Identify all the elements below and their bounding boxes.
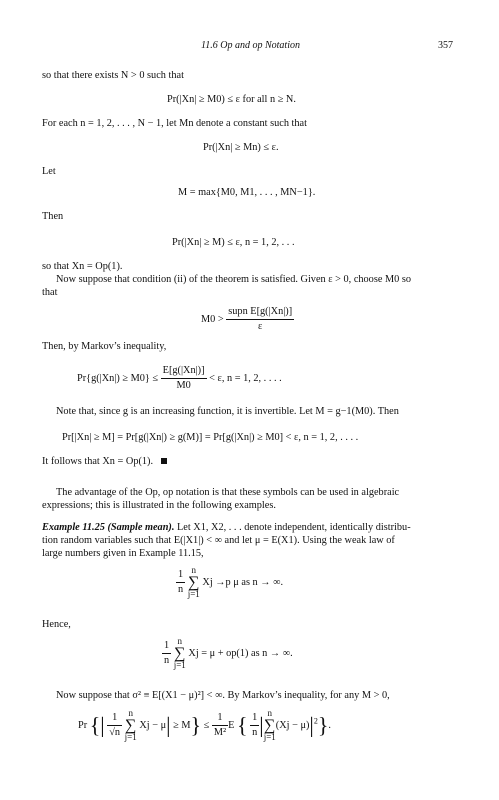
text-line: Let bbox=[42, 166, 56, 177]
sum-lower: j=1 bbox=[124, 732, 137, 742]
sum-sign: ∑ bbox=[264, 717, 276, 734]
equation-chebyshev bbox=[78, 709, 331, 742]
fraction-denominator: n bbox=[178, 584, 184, 595]
fraction-denominator: √n bbox=[109, 727, 121, 738]
text-line: large numbers given in Example 11.15, bbox=[42, 548, 204, 559]
fraction bbox=[176, 568, 185, 597]
abs-bar-glyph: | bbox=[309, 712, 314, 738]
fraction bbox=[162, 639, 171, 668]
text-line: so that Xn = Op(1). bbox=[42, 261, 123, 272]
qed-square-icon bbox=[161, 458, 167, 464]
fraction-denominator: M0 bbox=[176, 380, 191, 391]
equation: Pr(|Xn| ≥ Mn) ≤ ε. bbox=[203, 142, 279, 153]
equation: Pr[|Xn| ≥ M] = Pr[g(|Xn|) ≥ g(M)] = Pr[g(|Xn|) ≥ M0] < ε, n = 1, 2, . . . . bbox=[62, 432, 359, 443]
fraction-numerator: E[g(|Xn|)] bbox=[161, 364, 207, 379]
sum-sign: ∑ bbox=[174, 645, 186, 662]
equation: Pr(|Xn| ≥ M0) ≤ ε for all n ≥ N. bbox=[167, 94, 296, 105]
equation: Pr(|Xn| ≥ M) ≤ ε, n = 1, 2, . . . bbox=[172, 237, 295, 248]
eq-term: ≥ M bbox=[173, 719, 191, 731]
text-line: Hence, bbox=[42, 619, 71, 630]
brace-left-glyph: { bbox=[236, 712, 248, 738]
fraction-numerator: 1 bbox=[176, 568, 185, 583]
fraction-denominator: n bbox=[252, 727, 258, 738]
eq-rhs: Xj = μ + op(1) as n → ∞. bbox=[188, 647, 293, 659]
equation: M = max{M0, M1, . . . , MN−1}. bbox=[178, 187, 316, 198]
fraction-denominator: M² bbox=[213, 727, 227, 738]
sum-sign: ∑ bbox=[125, 717, 137, 734]
text-line: so that there exists N > 0 such that bbox=[42, 70, 184, 81]
fraction-numerator: 1 bbox=[162, 639, 171, 654]
page-number: 357 bbox=[438, 40, 453, 51]
sum-upper: n bbox=[191, 565, 197, 575]
fraction bbox=[226, 305, 294, 334]
text-line: expressions; this is illustrated in the following examples. bbox=[42, 500, 276, 511]
fraction bbox=[107, 711, 122, 740]
summation bbox=[264, 709, 276, 742]
sum-upper: n bbox=[177, 636, 183, 646]
fraction bbox=[212, 711, 228, 740]
equation-op bbox=[162, 637, 293, 670]
sum-lower: j=1 bbox=[187, 589, 200, 599]
text-line: tion random variables such that E(|X1|) < ∞ and let μ = E(X1). Using the weak law of bbox=[42, 535, 395, 546]
equation-markov bbox=[77, 364, 282, 393]
text-line: The advantage of the Op, op notation is that these symbols can be used in algebraic bbox=[56, 487, 400, 498]
eq-rhs: Xj →p μ as n → ∞. bbox=[202, 576, 284, 588]
fraction bbox=[161, 364, 207, 393]
eq-lhs: Pr{g(|Xn|) ≥ M0} ≤ bbox=[77, 372, 159, 384]
eq-term: E bbox=[228, 719, 235, 731]
text-line: Now suppose that σ² ≡ E[(X1 − μ)²] < ∞. By Markov’s inequality, for any M > 0, bbox=[56, 690, 390, 701]
brace-left-glyph: { bbox=[89, 712, 101, 738]
example-line bbox=[42, 521, 411, 534]
sum-lower: j=1 bbox=[263, 732, 276, 742]
text-line: Note that, since g is an increasing function, it is invertible. Let M = g−1(M0). Then bbox=[56, 406, 399, 417]
text-line: Then bbox=[42, 211, 64, 222]
text-span: It follows that Xn = Op(1). bbox=[42, 456, 154, 467]
sum-upper: n bbox=[267, 708, 272, 718]
text-line: Now suppose that condition (ii) of the theorem is satisfied. Given ε > 0, choose M0 so bbox=[56, 274, 412, 285]
fraction-numerator: 1 bbox=[107, 711, 122, 726]
fraction-denominator: n bbox=[164, 655, 170, 666]
abs-bar-glyph: | bbox=[259, 712, 264, 738]
summation bbox=[125, 709, 137, 742]
sum-upper: n bbox=[128, 708, 133, 718]
fraction-numerator: 1 bbox=[212, 711, 228, 726]
eq-lhs: M0 > bbox=[201, 313, 224, 325]
text-line bbox=[42, 455, 167, 468]
text-line: that bbox=[42, 287, 58, 298]
eq-term: (Xj − μ) bbox=[275, 719, 310, 731]
eq-term: . bbox=[328, 719, 331, 731]
brace-right-glyph: } bbox=[317, 712, 329, 738]
summation bbox=[174, 637, 186, 670]
equation-bound bbox=[201, 305, 294, 334]
eq-term: ≤ bbox=[203, 719, 210, 731]
fraction-numerator: supn E[g(|Xn|)] bbox=[226, 305, 294, 320]
abs-bar-glyph: | bbox=[100, 712, 105, 738]
text-line: For each n = 1, 2, . . . , N − 1, let Mn denote a constant such that bbox=[42, 118, 307, 129]
brace-right-glyph: } bbox=[190, 712, 202, 738]
eq-rhs: < ε, n = 1, 2, . . . . bbox=[209, 372, 282, 384]
text-line: Then, by Markov’s inequality, bbox=[42, 341, 167, 352]
abs-bar-glyph: | bbox=[166, 712, 171, 738]
sum-lower: j=1 bbox=[173, 660, 186, 670]
sum-sign: ∑ bbox=[188, 574, 200, 591]
fraction-numerator: 1 bbox=[250, 711, 259, 726]
summation bbox=[188, 566, 200, 599]
running-header: 11.6 Op and op Notation bbox=[201, 40, 300, 51]
fraction bbox=[250, 711, 259, 740]
eq-pr: Pr bbox=[78, 719, 88, 731]
example-title: Example 11.25 (Sample mean). bbox=[42, 522, 175, 533]
equation-wlln bbox=[176, 566, 283, 599]
eq-term: Xj − μ bbox=[139, 719, 167, 731]
text-span: Let X1, X2, . . . denote independent, identically distribu- bbox=[174, 522, 411, 533]
exponent: 2 bbox=[313, 716, 318, 726]
fraction-denominator: ε bbox=[258, 321, 263, 332]
